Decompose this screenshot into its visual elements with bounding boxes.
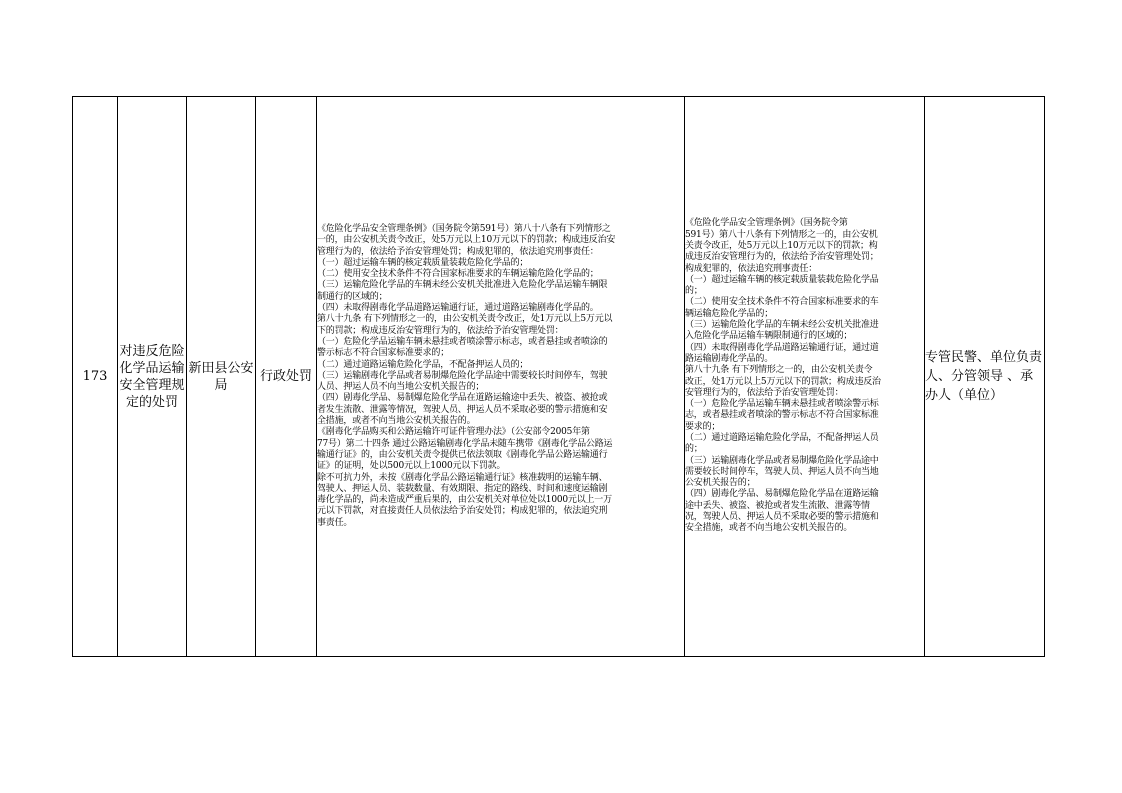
responsible-cell	[925, 97, 1045, 657]
legal-basis-line: 管理行为的，依法给予治安管理处罚；构成犯罪的，依法追究刑事责任：	[317, 246, 599, 257]
duty-basis-line: （三）运输剧毒化学品或者易制爆危险化学品途中	[685, 455, 879, 466]
legal-basis-line: 《剧毒化学品购买和公路运输许可证件管理办法》（公安部令2005年第	[317, 427, 590, 438]
legal-basis-line: 下的罚款；构成违反治安管理行为的，依法给予治安管理处罚：	[317, 325, 564, 336]
table-row	[73, 97, 1045, 657]
legal-basis-text	[317, 224, 684, 529]
duty-basis-line: 《危险化学品安全管理条例》（国务院令第	[685, 218, 848, 229]
duty-basis-line: 志，或者悬挂或者喷涂的警示标志不符合国家标准	[685, 410, 879, 421]
duty-basis-line: 改正，处1万元以上5万元以下的罚款；构成违反治	[685, 376, 881, 387]
duty-basis-line: 第八十九条 有下列情形之一的，由公安机关责令	[685, 365, 873, 376]
duty-basis-line: （二）使用安全技术条件不符合国家标准要求的车	[685, 297, 879, 308]
legal-basis-line: 制通行的区域的；	[317, 291, 388, 302]
item-name: 对违反危险化学品运输安全管理规定的处罚	[119, 343, 185, 410]
legal-basis-line: 元以下罚款，对直接责任人员依法给予治安处罚；构成犯罪的，依法追究刑	[317, 506, 608, 517]
duty-basis-line: 成违反治安管理行为的，依法给予治安管理处罚；	[685, 252, 879, 263]
seq-number-cell	[73, 97, 118, 657]
duty-basis-cell	[685, 97, 925, 657]
legal-basis-line: 者发生流散、泄露等情况，驾驶人员、押运人员不采取必要的警示措施和安	[317, 404, 608, 415]
legal-basis-line: 77号）第二十四条 通过公路运输剧毒化学品未随车携带《剧毒化学品公路运	[317, 438, 613, 449]
legal-basis-line: （三）运输剧毒化学品或者易制爆危险化学品途中需要较长时间停车，驾驶	[317, 370, 608, 381]
duty-basis-line: 需要较长时间停车，驾驶人员、押运人员不向当地	[685, 466, 879, 477]
legal-basis-line: 全措施，或者不向当地公安机关报告的。	[317, 416, 476, 427]
duty-basis-line: 安全措施，或者不向当地公安机关报告的。	[685, 523, 853, 534]
duty-basis-line: 辆运输危险化学品的；	[685, 308, 774, 319]
legal-basis-line: 证》的证明，处以500元以上1000元以下罚款。	[317, 461, 506, 472]
legal-basis-line: 警示标志不符合国家标准要求的；	[317, 348, 450, 359]
legal-basis-line: 输通行证》的，由公安机关责令提供已依法领取《剧毒化学品公路运输通行	[317, 449, 608, 460]
duty-basis-line: 途中丢失、被盗、被抢或者发生流散、泄露等情	[685, 500, 870, 511]
category-cell	[256, 97, 317, 657]
legal-basis-line: （二）通过道路运输危险化学品，不配备押运人员的；	[317, 359, 529, 370]
duty-basis-line: 公安机关报告的；	[685, 478, 756, 489]
duty-basis-line: 的；	[685, 444, 703, 455]
category-label: 行政处罚	[259, 369, 312, 384]
legal-basis-line: 第八十九条 有下列情形之一的，由公安机关责令改正，处1万元以上5万元以	[317, 314, 613, 325]
duty-basis-line: （三）运输危险化学品的车辆未经公安机关批准进	[685, 320, 879, 331]
duty-basis-line: 构成犯罪的，依法追究刑事责任：	[685, 263, 818, 274]
responsibility-table	[72, 96, 1045, 657]
agency-cell	[187, 97, 256, 657]
duty-basis-line: 的；	[685, 286, 703, 297]
legal-basis-cell	[317, 97, 685, 657]
duty-basis-line: （四）剧毒化学品、易制爆危险化学品在道路运输	[685, 489, 879, 500]
duty-basis-line: 关责令改正，处5万元以上10万元以下的罚款；构	[685, 240, 878, 251]
legal-basis-line: 《危险化学品安全管理条例》（国务院令第591号）第八十八条有下列情形之	[317, 223, 611, 234]
legal-basis-line: （三）运输危险化学品的车辆未经公安机关批准进入危险化学品运输车辆限	[317, 280, 608, 291]
legal-basis-line: （一）超过运输车辆的核定载质量装载危险化学品的；	[317, 257, 529, 268]
duty-basis-line: 入危险化学品运输车辆限制通行的区域的；	[685, 331, 853, 342]
agency-name: 新田县公安局	[188, 360, 254, 393]
duty-basis-line: （二）通过道路运输危险化学品，不配备押运人员	[685, 432, 879, 443]
item-name-cell	[118, 97, 187, 657]
duty-basis-line: 路运输剧毒化学品的。	[685, 353, 774, 364]
legal-basis-line: 毒化学品的，尚未造成严重后果的，由公安机关对单位处以1000元以上一万	[317, 495, 612, 506]
legal-basis-line: （二）使用安全技术条件不符合国家标准要求的车辆运输危险化学品的；	[317, 269, 599, 280]
legal-basis-line: （四）未取得剧毒化学品道路运输通行证，通过道路运输剧毒化学品的。	[317, 303, 599, 314]
legal-basis-line: （四）剧毒化学品、易制爆危险化学品在道路运输途中丢失、被盗、被抢或	[317, 393, 608, 404]
duty-basis-line: 591号）第八十八条有下列情形之一的，由公安机	[685, 229, 878, 240]
seq-number: 173	[82, 369, 108, 384]
legal-basis-line: 除不可抗力外，未按《剧毒化学品公路运输通行证》核准载明的运输车辆、	[317, 472, 608, 483]
duty-basis-line: （一）超过运输车辆的核定载质量装载危险化学品	[685, 274, 879, 285]
legal-basis-line: （一）危险化学品运输车辆未悬挂或者喷涂警示标志，或者悬挂或者喷涂的	[317, 336, 608, 347]
duty-basis-text	[685, 218, 924, 534]
duty-basis-line: （四）未取得剧毒化学品道路运输通行证，通过道	[685, 342, 879, 353]
duty-basis-line: 安管理行为的，依法给予治安管理处罚：	[685, 387, 844, 398]
duty-basis-line: 况，驾驶人员、押运人员不采取必要的警示措施和	[685, 512, 879, 523]
duty-basis-line: （一）危险化学品运输车辆未悬挂或者喷涂警示标	[685, 399, 879, 410]
legal-basis-line: 人员、押运人员不向当地公安机关报告的；	[317, 382, 485, 393]
legal-basis-line: 驾驶人、押运人员、装载数量、有效期限、指定的路线、时间和速度运输剧	[317, 483, 608, 494]
legal-basis-line: 一的，由公安机关责令改正，处5万元以上10万元以下的罚款；构成违反治安	[317, 235, 616, 246]
legal-basis-line: 事责任。	[317, 517, 353, 528]
duty-basis-line: 要求的；	[685, 421, 721, 432]
responsible-parties: 专管民警、单位负责人、分管领导 、承办人（单位）	[925, 350, 1043, 403]
